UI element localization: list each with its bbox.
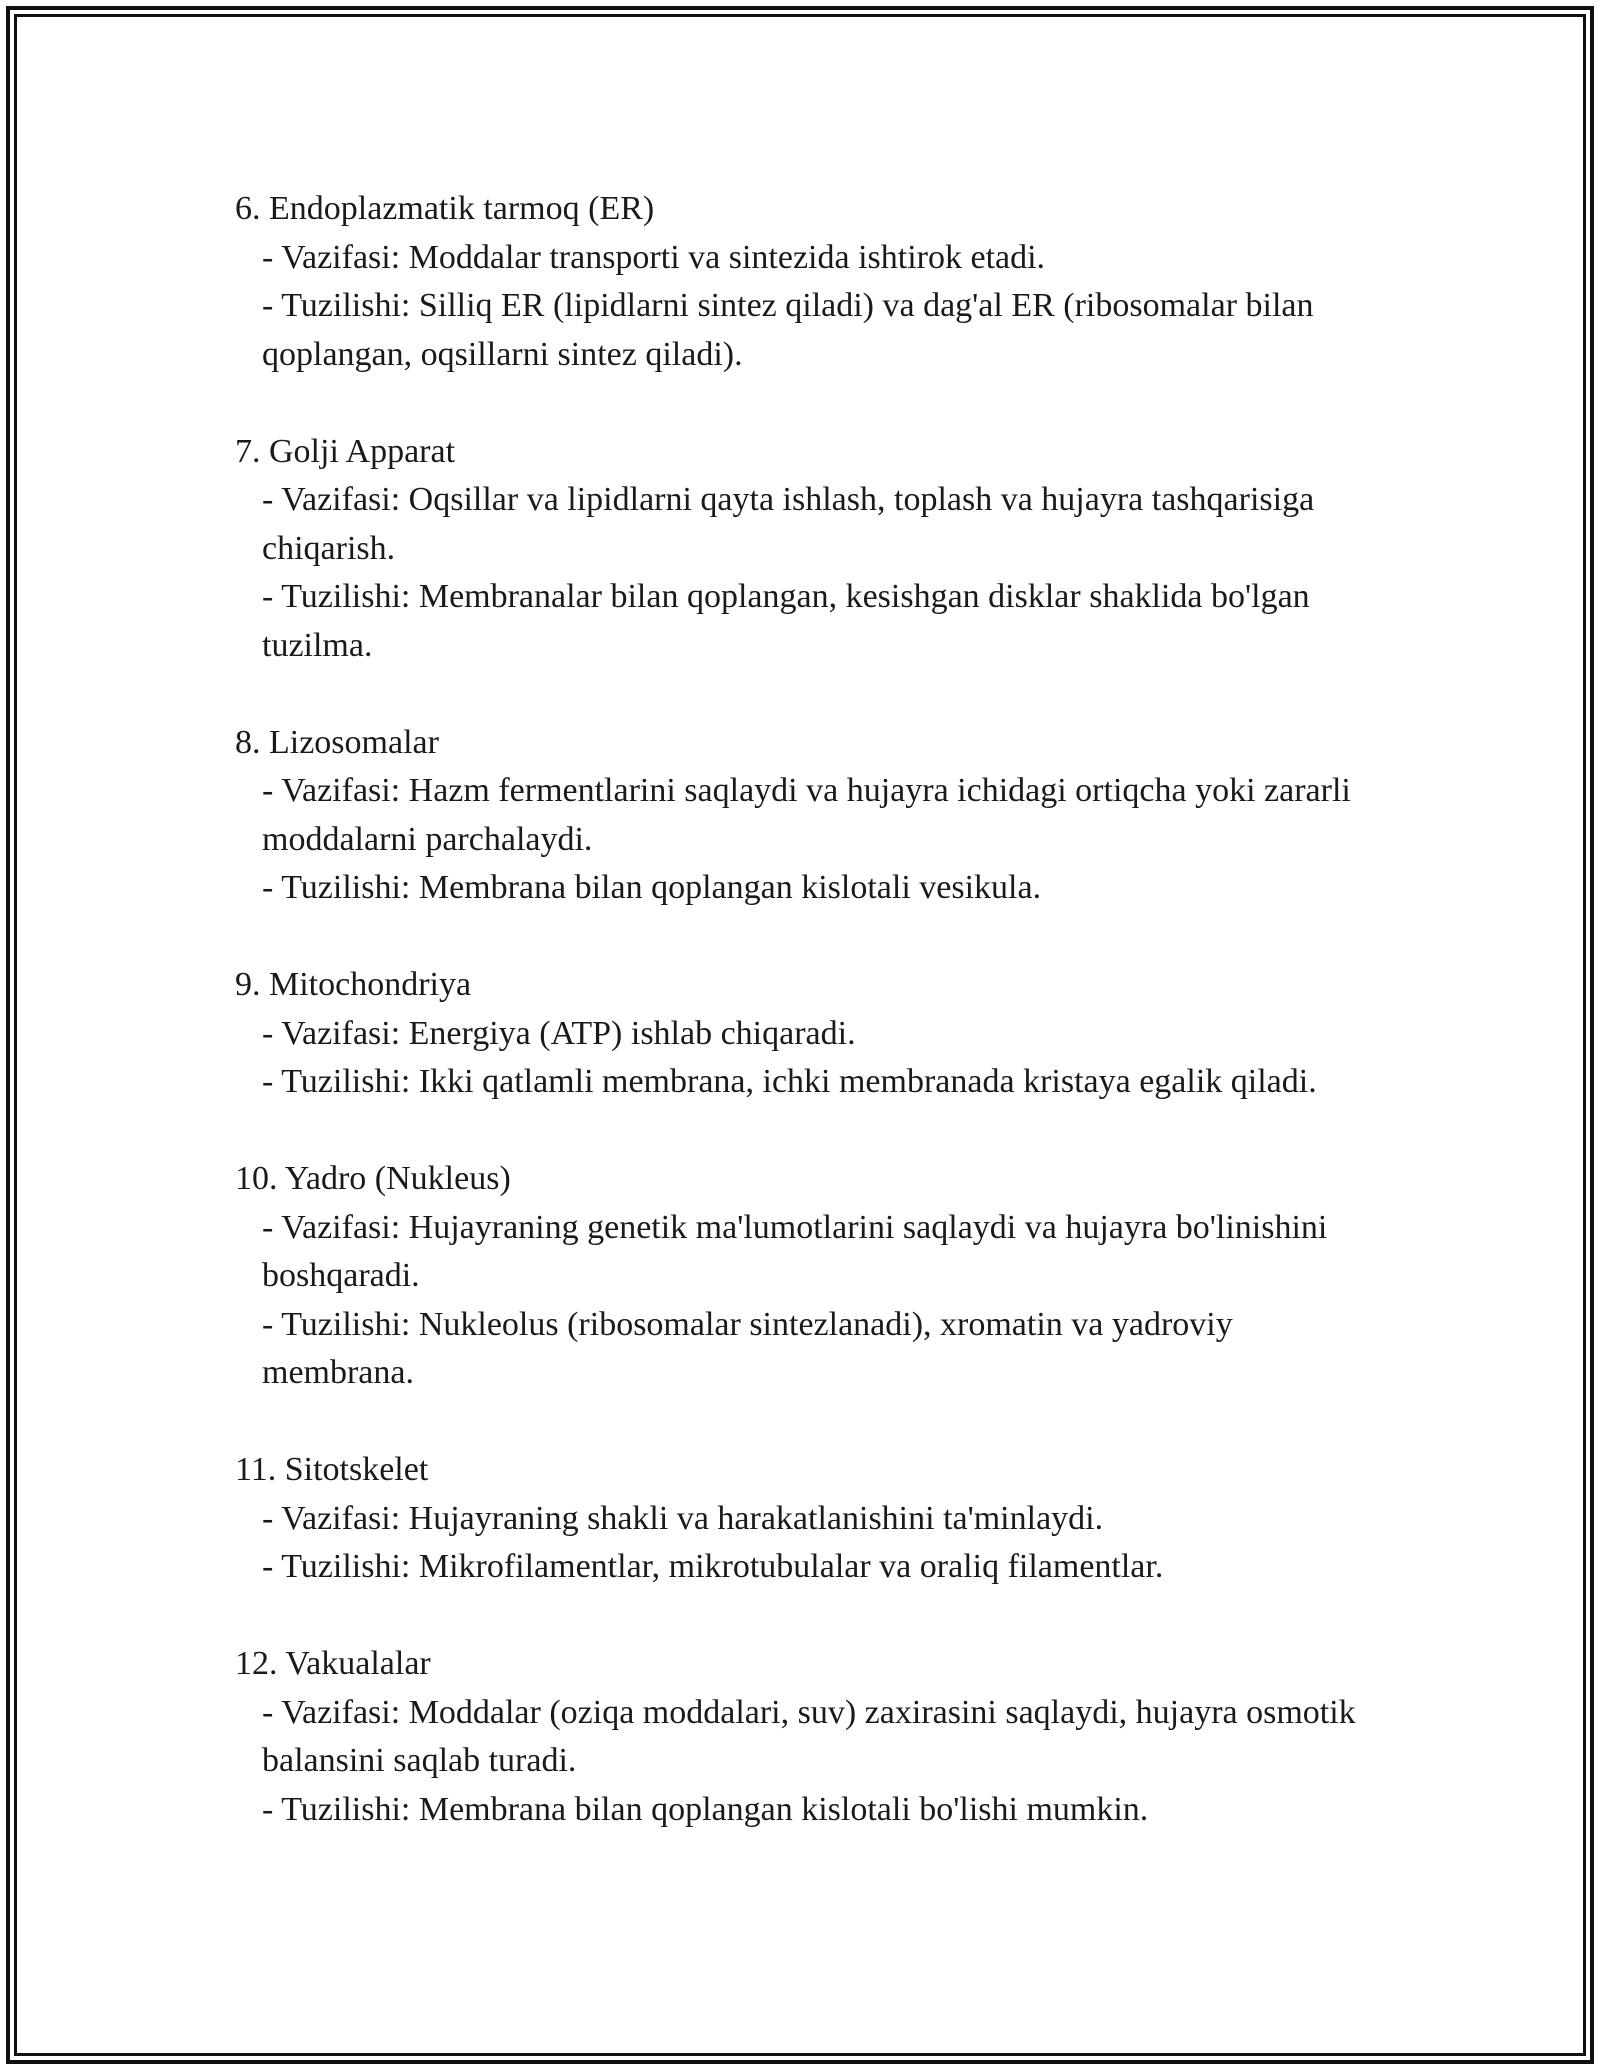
section-heading: 9. Mitochondriya xyxy=(235,966,472,1003)
section-vacuoles xyxy=(235,1640,1365,1834)
section-heading: 10. Yadro (Nukleus) xyxy=(235,1160,511,1197)
section-heading: 6. Endoplazmatik tarmoq (ER) xyxy=(235,190,655,227)
structure-line: - Tuzilishi: Ikki qatlamli membrana, ichki membranada kristaya egalik qiladi. xyxy=(262,1063,1317,1100)
function-line: - Vazifasi: Hazm fermentlarini saqlaydi va hujayra ichidagi ortiqcha yoki zararli moddalarni parchalaydi. xyxy=(262,772,1360,858)
section-heading: 12. Vakualalar xyxy=(235,1645,431,1682)
function-line: - Vazifasi: Moddalar transporti va sintezida ishtirok etadi. xyxy=(262,238,1046,276)
function-line: - Vazifasi: Moddalar (oziqa moddalari, suv) zaxirasini saqlaydi, hujayra osmotik balansini saqlab turadi. xyxy=(262,1693,1365,1779)
structure-line: - Tuzilishi: Nukleolus (ribosomalar sintezlanadi), xromatin va yadroviy membrana. xyxy=(262,1305,1242,1391)
section-heading: 11. Sitotskelet xyxy=(235,1451,429,1488)
function-line: - Vazifasi: Energiya (ATP) ishlab chiqaradi. xyxy=(262,1014,856,1052)
section-heading: 8. Lizosomalar xyxy=(235,723,439,761)
structure-line: - Tuzilishi: Membrana bilan qoplangan kislotali bo'lishi mumkin. xyxy=(262,1790,1149,1828)
function-line: - Vazifasi: Hujayraning shakli va harakatlanishini ta'minlaydi. xyxy=(262,1499,1104,1537)
structure-line: - Tuzilishi: Silliq ER (lipidlarni sintez qiladi) va dag'al ER (ribosomalar bilan qoplangan, oqsillarni sintez qiladi). xyxy=(262,287,1322,373)
structure-line: - Tuzilishi: Mikrofilamentlar, mikrotubulalar va oraliq filamentlar. xyxy=(262,1548,1164,1585)
section-golgi-apparatus xyxy=(235,428,1365,671)
section-endoplasmic-reticulum xyxy=(235,185,1365,379)
section-lysosomes xyxy=(235,719,1365,913)
section-cytoskeleton xyxy=(235,1446,1365,1592)
document-body xyxy=(235,185,1365,1883)
section-heading: 7. Golji Apparat xyxy=(235,432,456,470)
section-nucleus xyxy=(235,1155,1365,1398)
structure-line: - Tuzilishi: Membranalar bilan qoplangan, kesishgan disklar shaklida bo'lgan tuzilma. xyxy=(262,578,1319,664)
function-line: - Vazifasi: Oqsillar va lipidlarni qayta ishlash, toplash va hujayra tashqarisiga chiqarish. xyxy=(262,481,1323,567)
structure-line: - Tuzilishi: Membrana bilan qoplangan kislotali vesikula. xyxy=(262,869,1042,906)
function-line: - Vazifasi: Hujayraning genetik ma'lumotlarini saqlaydi va hujayra bo'linishini boshqaradi. xyxy=(262,1208,1336,1294)
section-mitochondria xyxy=(235,961,1365,1107)
